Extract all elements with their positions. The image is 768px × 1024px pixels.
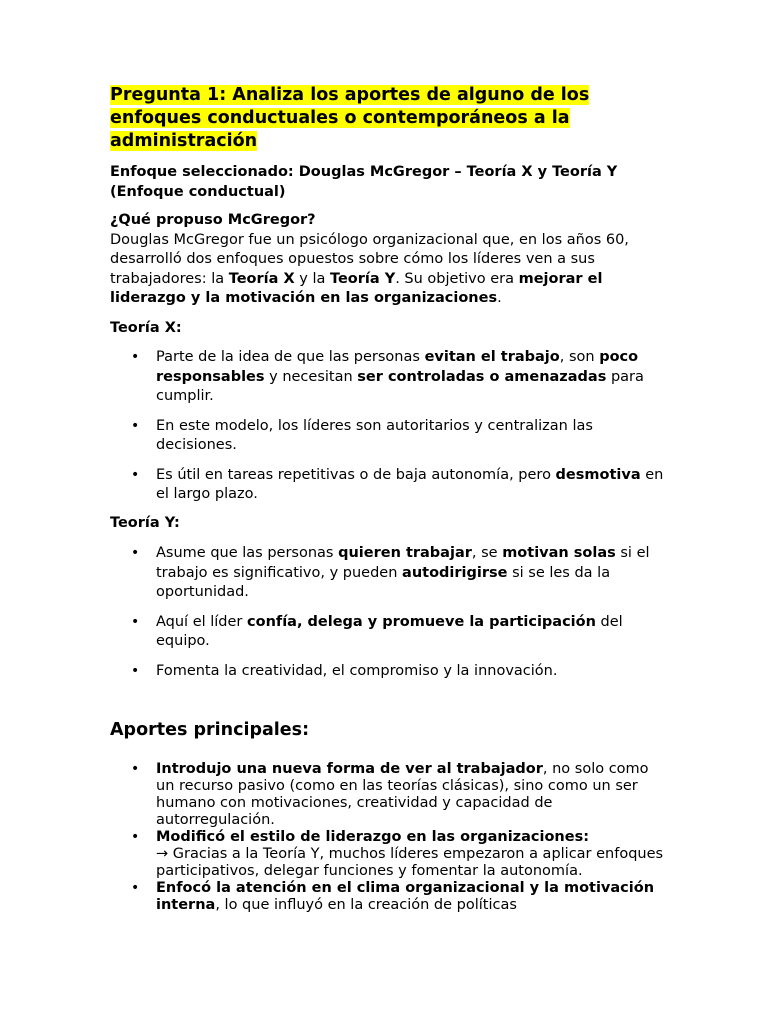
list-item: [110, 880, 670, 914]
contributions-list: [110, 761, 670, 914]
tx1-bold-2: poco responsables: [156, 349, 639, 385]
ty1-text-3: si el trabajo es significativo, y pueden: [156, 545, 650, 581]
intro-bold-1: Teoría X: [228, 270, 295, 287]
theory-x-heading: Teoría X:: [110, 320, 182, 336]
bullet-icon: •: [131, 880, 140, 896]
list-item: [110, 348, 670, 407]
bullet-icon: •: [131, 349, 140, 365]
list-item: [110, 613, 670, 652]
bullet-icon: •: [131, 761, 140, 777]
question-line-3: administración: [110, 131, 258, 151]
ty1-text-4: si se les da la oportunidad.: [156, 564, 611, 600]
c2-bold: Modificó el estilo de liderazgo en las organizaciones:: [156, 829, 590, 845]
theory-y-heading: Teoría Y:: [110, 515, 180, 531]
c3-bold: Enfocó la atención en el clima organizacional y la motivación interna: [156, 880, 655, 913]
intro-section: [110, 211, 670, 309]
bullet-icon: •: [131, 545, 140, 561]
theory-x-heading-block: [110, 319, 670, 339]
selected-approach-line-1: Enfoque seleccionado: Douglas McGregor – Teoría X y Teoría Y: [110, 164, 618, 180]
ty1-bold-1: quieren trabajar: [338, 545, 472, 561]
bullet-icon: •: [131, 466, 140, 483]
selected-approach: [110, 162, 670, 202]
question-line-1: Pregunta 1: Analiza los aportes de alguno de los: [110, 85, 590, 105]
c1-text: , no solo como un recurso pasivo (como en las teorías clásicas), sino como un ser humano con motivaciones, creatividad y capacidad de autorregulación.: [156, 761, 649, 828]
list-item: [110, 761, 670, 829]
intro-bold-3: mejorar el liderazgo y la motivación en las organizaciones: [110, 270, 603, 306]
tx1-text-3: y necesitan: [264, 368, 358, 385]
intro-text-3: . Su objetivo era: [395, 270, 519, 287]
c2-text: Gracias a la Teoría Y, muchos líderes empezaron a aplicar enfoques participativos, delegar funciones y fomentar la autonomía.: [156, 846, 664, 879]
tx1-bold-3: ser controladas o amenazadas: [357, 368, 607, 385]
tx3-text-2: en el largo plazo.: [156, 466, 664, 502]
theory-y-list: [110, 544, 670, 691]
ty3-text: Fomenta la creatividad, el compromiso y la innovación.: [156, 662, 558, 679]
bullet-icon: •: [131, 662, 140, 679]
c1-bold: Introdujo una nueva forma de ver al trabajador: [156, 761, 543, 777]
ty1-bold-2: motivan solas: [502, 545, 616, 561]
selected-approach-line-2: (Enfoque conductual): [110, 184, 286, 200]
bullet-icon: •: [131, 613, 140, 630]
tx1-text-4: para cumplir.: [156, 368, 644, 404]
c3-text: , lo que influyó en la creación de políticas: [215, 897, 517, 913]
intro-text-1: Douglas McGregor fue un psicólogo organizacional que, en los años 60, desarrolló dos enfoques opuestos sobre cómo los líderes ven a sus trabajadores: la: [110, 231, 629, 287]
ty2-text-2: del equipo.: [156, 613, 623, 649]
bullet-icon: •: [131, 829, 140, 845]
tx2-text: En este modelo, los líderes son autoritarios y centralizan las decisiones.: [156, 417, 593, 453]
arrow-right-icon: →: [156, 846, 169, 862]
theory-y-heading-block: [110, 514, 670, 534]
tx1-bold-1: evitan el trabajo: [424, 349, 560, 365]
ty1-text-2: , se: [471, 545, 503, 561]
tx3-text-1: Es útil en tareas repetitivas o de baja autonomía, pero: [156, 466, 556, 483]
question-title: [110, 84, 650, 153]
list-item: [110, 417, 670, 456]
question-line-2: enfoques conductuales o contemporáneos a la: [110, 108, 570, 128]
list-item: [110, 466, 670, 505]
list-item: [110, 544, 670, 603]
intro-text-4: .: [497, 290, 502, 306]
intro-bold-2: Teoría Y: [329, 270, 396, 287]
tx3-bold-1: desmotiva: [555, 466, 641, 483]
contributions-heading: Aportes principales:: [110, 720, 310, 740]
theory-x-list: [110, 348, 670, 515]
tx1-text-2: , son: [559, 349, 600, 365]
list-item: [110, 829, 670, 880]
bullet-icon: •: [131, 417, 140, 434]
ty2-text-1: Aquí el líder: [156, 613, 248, 630]
list-item: [110, 662, 670, 682]
intro-text-2: y la: [294, 270, 330, 287]
ty1-bold-3: autodirigirse: [402, 564, 508, 581]
ty1-text-1: Asume que las personas: [156, 545, 339, 561]
tx1-text-1: Parte de la idea de que las personas: [156, 349, 425, 365]
ty2-bold-1: confía, delega y promueve la participación: [247, 613, 596, 630]
intro-heading: ¿Qué propuso McGregor?: [110, 212, 316, 228]
